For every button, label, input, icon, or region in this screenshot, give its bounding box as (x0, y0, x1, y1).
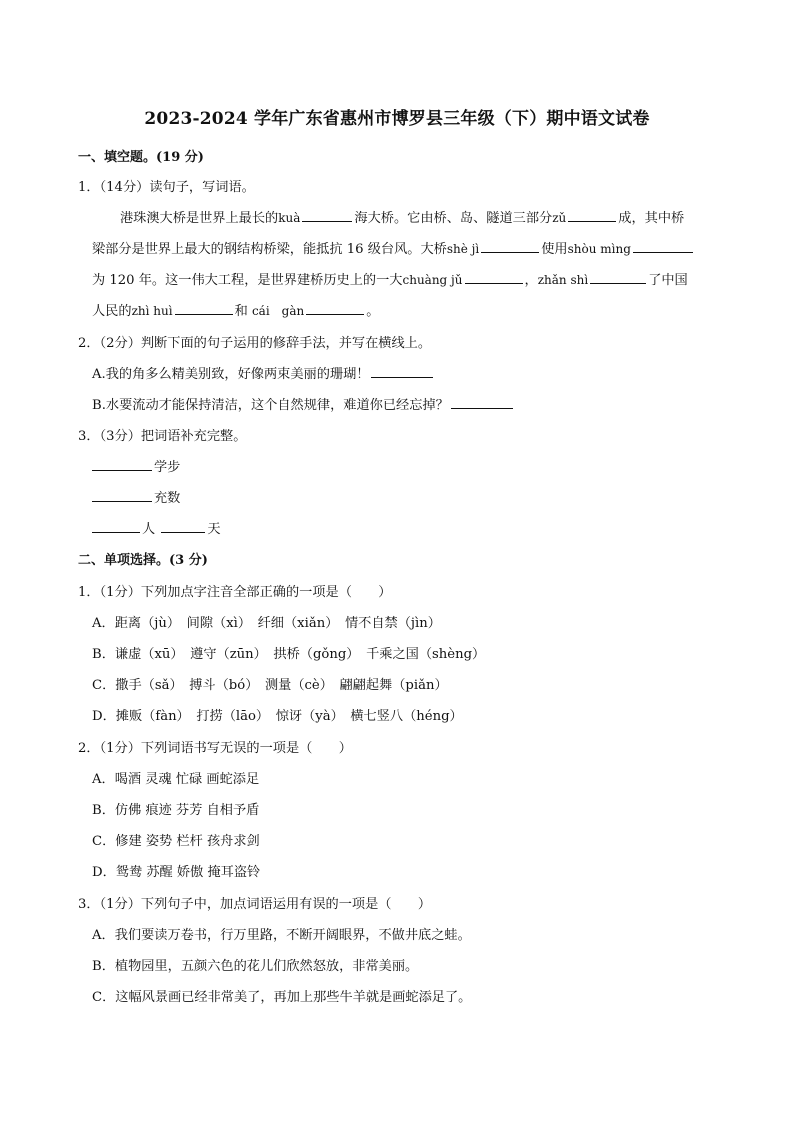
exam-title: 2023-2024 学年广东省惠州市博罗县三年级（下）期中语文试卷 (144, 109, 650, 129)
pinyin-chuangju: chuàng jǔ (402, 273, 463, 287)
answer-blank[interactable] (306, 302, 364, 315)
text: 人民的 (92, 304, 132, 319)
pinyin-sheji: shè jì (446, 242, 480, 256)
text: 使用 (541, 242, 568, 257)
text: 为 120 年。这一伟大工程，是世界建桥历史上的一大 (92, 273, 403, 288)
s2-q1-option-a[interactable]: A．距离（jù） 间隙（xì） 纤细（xiǎn） 情不自禁（jìn） (92, 616, 441, 631)
text: 和 (234, 304, 248, 319)
answer-blank[interactable] (175, 302, 233, 315)
answer-blank[interactable] (92, 458, 152, 471)
pinyin-kua: kuà (278, 211, 301, 225)
answer-blank[interactable] (481, 240, 539, 253)
answer-blank[interactable] (92, 520, 140, 533)
s2-q3-option-b[interactable]: B．植物园里，五颜六色的花儿们欣然怒放，非常美丽。 (92, 959, 419, 974)
s2-q2-option-b[interactable]: B．仿佛 痕迹 芬芳 自相予盾 (92, 803, 260, 818)
q1-para-line1 (120, 207, 684, 226)
s2-q1-option-c[interactable]: C．撒手（sǎ） 搏斗（bó） 测量（cè） 翩翩起舞（piǎn） (92, 678, 448, 693)
q2-option-b (92, 394, 515, 413)
text: A.我的角多么精美别致，好像两束美丽的珊瑚！ (92, 367, 370, 382)
text: 天 (207, 522, 221, 537)
s2-q3-option-c[interactable]: C．这幅风景画已经非常美了，再加上那些牛羊就是画蛇添足了。 (92, 990, 472, 1005)
answer-blank[interactable] (161, 520, 205, 533)
section2-heading: 二、单项选择。(3 分) (78, 553, 208, 568)
q2-stem: 2．（2分）判断下面的句子运用的修辞手法，并写在横线上。 (78, 336, 432, 351)
s2-q2-option-a[interactable]: A．喝酒 灵魂 忙碌 画蛇添足 (92, 772, 260, 787)
answer-blank[interactable] (568, 209, 616, 222)
s2-q1-option-b[interactable]: B．谦虚（xū） 遵守（zūn） 拱桥（gǒng） 千乘之国（shèng） (92, 647, 486, 662)
pinyin-zhihui: zhì huì (131, 304, 173, 318)
answer-blank[interactable] (302, 209, 352, 222)
answer-blank[interactable] (590, 271, 646, 284)
s2-q1-stem: 1．（1分）下列加点字注音全部正确的一项是（ ） (78, 585, 392, 600)
s2-q2-option-d[interactable]: D．鸳鸯 苏醒 娇傲 掩耳盗铃 (92, 865, 261, 880)
text: 了中国 (648, 273, 688, 288)
answer-blank[interactable] (465, 271, 523, 284)
q3-word-1 (92, 456, 180, 475)
s2-q2-option-c[interactable]: C．修建 姿势 栏杆 孩舟求剑 (92, 834, 260, 849)
text: ， (524, 273, 538, 288)
text: 港珠澳大桥是世界上最长的 (120, 211, 279, 226)
q3-word-2 (92, 487, 180, 506)
q1-para-line3 (92, 269, 688, 288)
pinyin-zu: zǔ (552, 211, 567, 225)
q1-para-line2 (92, 238, 695, 257)
s2-q1-option-d[interactable]: D．摊贩（fàn） 打捞（lāo） 惊讶（yà） 横七竖八（héng） (92, 709, 463, 724)
text: 梁部分是世界上最大的钢结构桥梁，能抵抗 16 级台风。大桥 (92, 242, 447, 257)
answer-blank[interactable] (451, 396, 513, 409)
s2-q3-option-a[interactable]: A．我们要读万卷书，行万里路，不断开阔眼界，不做井底之蛙。 (92, 928, 471, 943)
s2-q3-stem: 3．（1分）下列句子中，加点词语运用有误的一项是（ ） (78, 897, 432, 912)
q1-stem: 1．（14分）读句子，写词语。 (78, 180, 255, 195)
answer-blank[interactable] (92, 489, 152, 502)
answer-blank[interactable] (371, 365, 433, 378)
text: 海大桥。它由桥、岛、隧道三部分 (354, 211, 553, 226)
q3-stem: 3．（3分）把词语补充完整。 (78, 429, 247, 444)
pinyin-caigan: cái gàn (251, 304, 305, 318)
pinyin-shouming: shòu mìng (567, 242, 631, 256)
text: 成，其中桥 (618, 211, 685, 226)
pinyin-zhanshi: zhǎn shì (537, 273, 589, 287)
text: B.水要流动才能保持清洁，这个自然规律，难道你已经忘掉？ (92, 398, 449, 413)
text: 人 (142, 522, 156, 537)
q3-word-3 (92, 518, 221, 537)
text: 。 (366, 304, 380, 319)
section1-heading: 一、填空题。(19 分) (78, 150, 204, 165)
answer-blank[interactable] (633, 240, 693, 253)
text: 学步 (154, 460, 181, 475)
s2-q2-stem: 2．（1分）下列词语书写无误的一项是（ ） (78, 741, 352, 756)
text: 充数 (154, 491, 181, 506)
q2-option-a (92, 363, 435, 382)
q1-para-line4 (92, 300, 379, 319)
